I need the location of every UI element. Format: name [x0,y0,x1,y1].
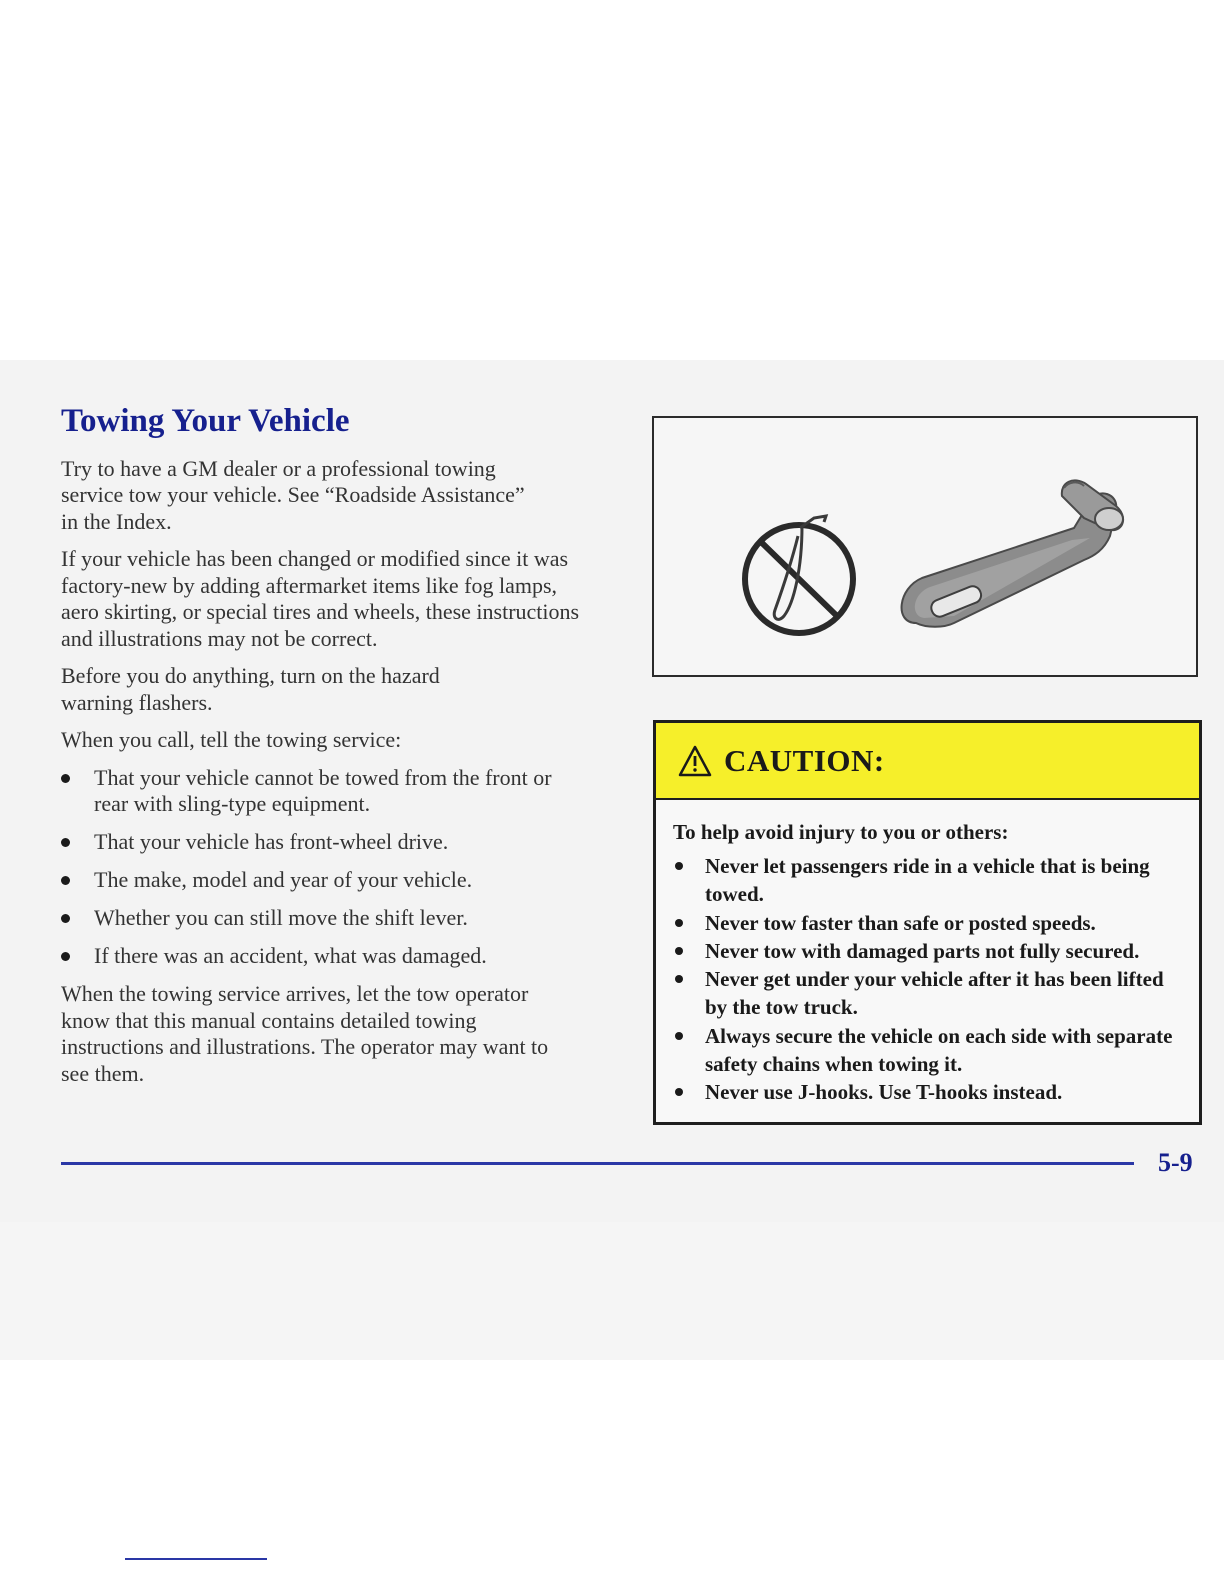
list-item: Always secure the vehicle on each side with separate safety chains when towing it. [673,1022,1187,1079]
bullet-icon [675,947,683,955]
caution-header [656,723,1199,800]
bullet-icon [61,774,70,783]
list-item: That your vehicle has front-wheel drive. [61,829,591,856]
page-title: Towing Your Vehicle [61,403,350,439]
list-item: Never let passengers ride in a vehicle that is being towed. [673,852,1187,909]
list-item: Never tow faster than safe or posted speeds. [673,909,1187,937]
bottom-divider [125,1558,267,1560]
list-item: Never use J-hooks. Use T-hooks instead. [673,1078,1187,1106]
page-number: 5-9 [1158,1148,1193,1177]
bullet-icon [675,1088,683,1096]
towing-info-list [61,765,591,970]
bullet-icon [675,919,683,927]
bullet-icon [61,876,70,885]
call-paragraph: When you call, tell the towing service: [61,727,402,753]
list-item: If there was an accident, what was damaged. [61,943,591,970]
caution-title: CAUTION: [724,742,885,778]
bullet-icon [61,952,70,961]
no-j-hook-icon [745,516,853,633]
bullet-icon [675,862,683,870]
intro-paragraph: Try to have a GM dealer or a professional towing service tow your vehicle. See “Roadside Assistance” in the Index. [61,455,525,534]
bullet-icon [675,1032,683,1040]
hook-illustration [652,416,1198,677]
bullet-icon [675,975,683,983]
caution-body [656,800,1199,1107]
closing-paragraph: When the towing service arrives, let the tow operator know that this manual contains detailed towing instructions and illustrations. The operator may want to see them. [61,981,549,1086]
t-hook-icon [902,480,1124,626]
main-text-column [61,402,591,1098]
hook-illustration-svg [654,418,1196,675]
footer-rule [61,1162,1134,1165]
modification-paragraph: If your vehicle has been changed or modified since it was factory-new by adding aftermarket items like fog lamps, aero skirting, or special tires and wheels, these instructions and illustrations may not be correct. [61,546,580,651]
list-item: Never tow with damaged parts not fully secured. [673,937,1187,965]
caution-list [673,852,1187,1107]
caution-box [653,720,1202,1125]
list-item: The make, model and year of your vehicle. [61,867,591,894]
list-item: That your vehicle cannot be towed from the front or rear with sling-type equipment. [61,765,591,818]
bullet-icon [61,914,70,923]
page-lower-band [0,1222,1224,1360]
list-item: Whether you can still move the shift lever. [61,905,591,932]
hazard-paragraph: Before you do anything, turn on the hazard warning flashers. [61,663,440,715]
caution-intro: To help avoid injury to you or others: [673,820,1009,844]
warning-triangle-icon [678,745,712,777]
bullet-icon [61,838,70,847]
list-item: Never get under your vehicle after it has been lifted by the tow truck. [673,965,1187,1022]
